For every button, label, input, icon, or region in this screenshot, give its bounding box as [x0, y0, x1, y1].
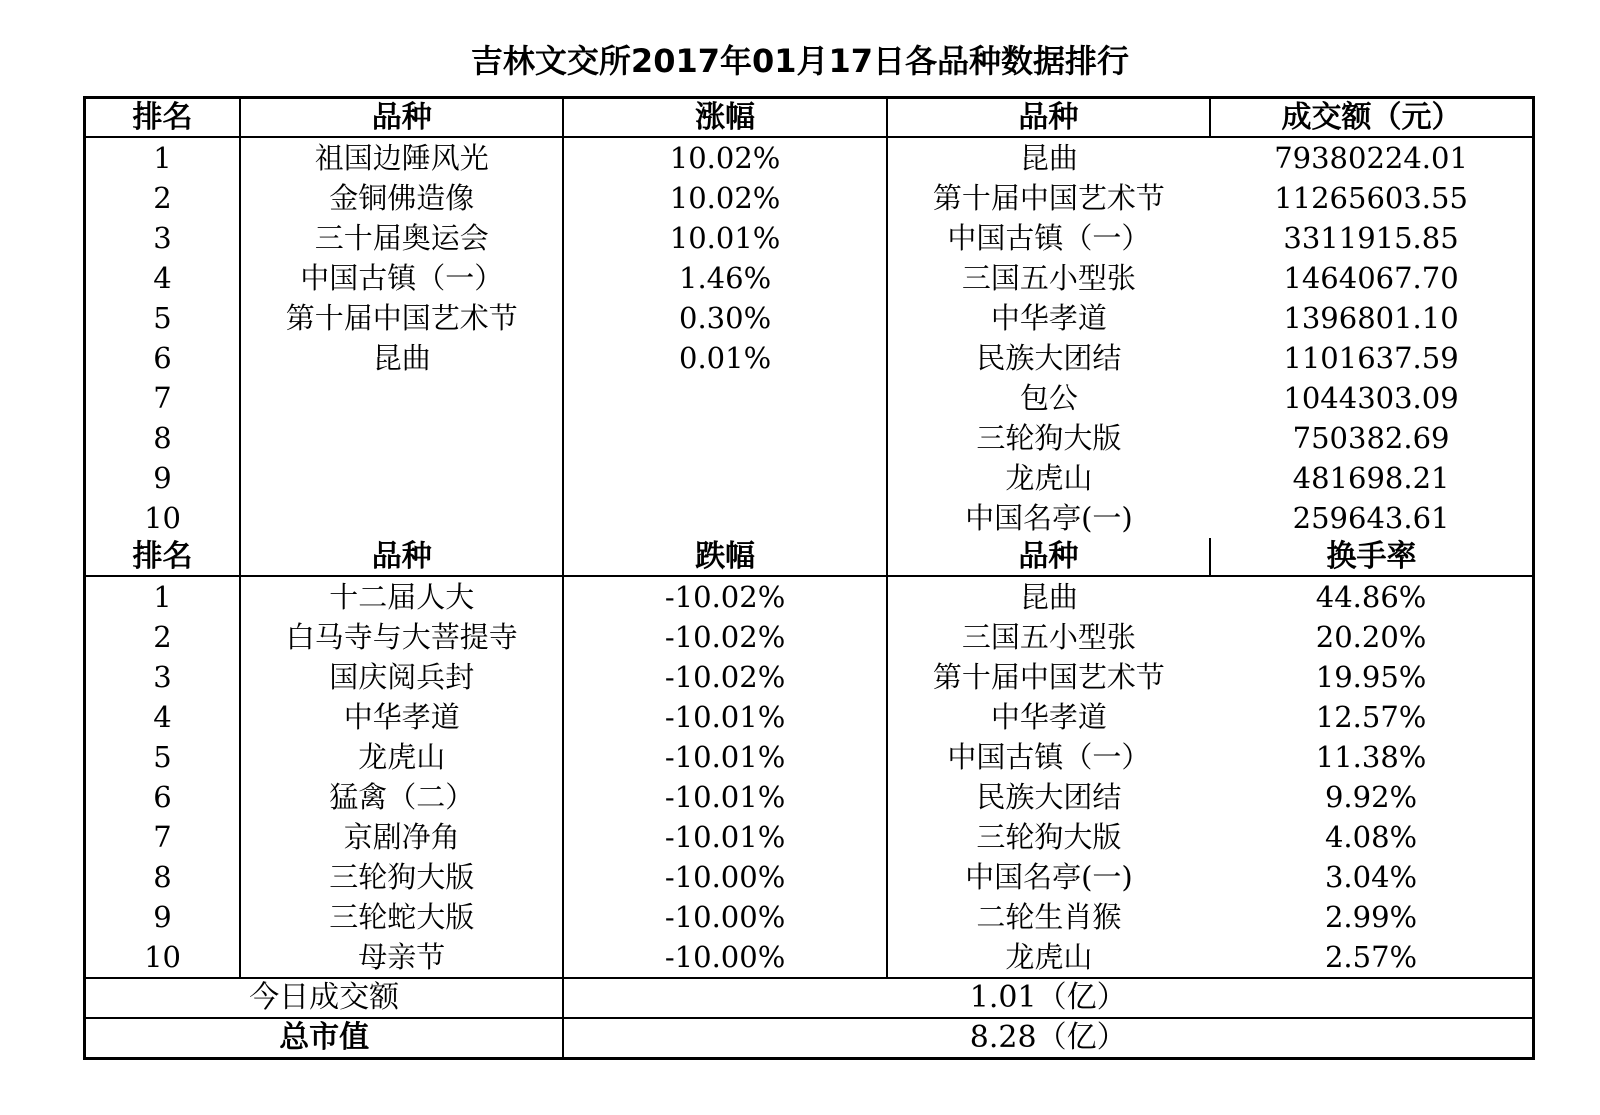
top-cell: 3	[85, 218, 241, 258]
top-cell: 昆曲	[1019, 140, 1078, 175]
top-cell: 1	[85, 137, 241, 178]
top-cell: 10.01%	[563, 218, 886, 258]
top-cell: 三轮狗大版	[976, 420, 1122, 455]
top-cell: 2	[85, 178, 241, 218]
top-cell: 祖国边陲风光	[240, 137, 563, 178]
bottom-cell: 十二届人大	[240, 576, 563, 617]
bottom-cell: 中华孝道	[240, 697, 563, 737]
top-table-row	[85, 137, 1534, 178]
bottom-cell: 8	[85, 857, 241, 897]
bottom-cell: 9	[85, 897, 241, 937]
top-cell: 11265603.55	[1274, 180, 1468, 215]
top-header-row	[85, 98, 1534, 138]
bottom-cell: 龙虎山	[1005, 939, 1093, 974]
top-cell: 第十届中国艺术节	[240, 298, 563, 338]
bottom-header-cell: 品种	[887, 538, 1210, 576]
bottom-cell: 中国古镇（一）	[947, 739, 1151, 774]
top-cell: 中国古镇（一）	[240, 258, 563, 298]
top-cell: 0.01%	[563, 338, 886, 378]
top-cell: 第十届中国艺术节	[932, 180, 1165, 215]
bottom-cell: 44.86%	[1315, 579, 1427, 614]
top-header-cell: 成交额（元）	[1210, 98, 1533, 138]
bottom-cell: -10.02%	[563, 657, 886, 697]
top-cell	[240, 458, 563, 498]
top-cell: 79380224.01	[1274, 140, 1468, 175]
bottom-cell: 母亲节	[240, 937, 563, 978]
top-cell: 10.02%	[563, 137, 886, 178]
bottom-cell: 6	[85, 777, 241, 817]
bottom-cell: 3	[85, 657, 241, 697]
top-cell	[563, 498, 886, 538]
top-table-row	[85, 338, 1534, 378]
top-cell: 10.02%	[563, 178, 886, 218]
top-table-row	[85, 258, 1534, 298]
bottom-table-row	[85, 897, 1534, 937]
bottom-cell: 中国名亭(一)	[965, 859, 1133, 894]
top-cell: 1.46%	[563, 258, 886, 298]
bottom-cell: 2.57%	[1324, 939, 1418, 974]
top-cell	[563, 458, 886, 498]
bottom-table-row	[85, 857, 1534, 897]
bottom-cell: -10.01%	[563, 737, 886, 777]
top-cell: 750382.69	[1292, 420, 1450, 455]
bottom-header-cell: 排名	[85, 538, 241, 576]
top-table-row	[85, 218, 1534, 258]
bottom-cell: -10.02%	[563, 576, 886, 617]
summary-value: 8.28（亿）	[563, 1018, 1533, 1059]
bottom-cell: 民族大团结	[976, 779, 1122, 814]
top-table-row	[85, 178, 1534, 218]
bottom-cell: 3.04%	[1324, 859, 1418, 894]
top-cell: 6	[85, 338, 241, 378]
bottom-cell: 白马寺与大菩提寺	[240, 617, 563, 657]
bottom-cell: -10.00%	[563, 937, 886, 978]
top-table-row	[85, 298, 1534, 338]
bottom-cell: 中华孝道	[990, 699, 1107, 734]
ranking-table	[83, 96, 1535, 1060]
top-cell: 7	[85, 378, 241, 418]
bottom-cell: 三轮蛇大版	[240, 897, 563, 937]
top-cell: 1464067.70	[1283, 260, 1459, 295]
bottom-table-row	[85, 657, 1534, 697]
bottom-table-row	[85, 617, 1534, 657]
bottom-cell: 三轮狗大版	[976, 819, 1122, 854]
top-cell: 民族大团结	[976, 340, 1122, 375]
top-cell: 9	[85, 458, 241, 498]
bottom-cell: 4	[85, 697, 241, 737]
top-header-cell: 品种	[887, 98, 1210, 138]
top-cell: 中国名亭(一)	[965, 500, 1133, 535]
top-cell	[240, 498, 563, 538]
bottom-cell: 猛禽（二）	[240, 777, 563, 817]
ranking-table-body	[85, 98, 1534, 1059]
top-cell: 5	[85, 298, 241, 338]
top-header-cell: 排名	[85, 98, 241, 138]
top-cell	[240, 378, 563, 418]
bottom-cell: 三轮狗大版	[240, 857, 563, 897]
bottom-cell: 19.95%	[1315, 659, 1427, 694]
top-table-row	[85, 418, 1534, 458]
bottom-cell: 10	[85, 937, 241, 978]
bottom-cell: -10.01%	[563, 697, 886, 737]
top-cell: 4	[85, 258, 241, 298]
bottom-cell: 2.99%	[1324, 899, 1418, 934]
bottom-cell: 第十届中国艺术节	[932, 659, 1165, 694]
bottom-header-cell: 换手率	[1210, 538, 1533, 576]
bottom-cell: 三国五小型张	[961, 619, 1136, 654]
bottom-cell: -10.01%	[563, 817, 886, 857]
top-header-cell: 品种	[240, 98, 563, 138]
summary-row	[85, 1018, 1534, 1059]
top-cell	[563, 378, 886, 418]
top-cell: 481698.21	[1292, 460, 1450, 495]
bottom-cell: 7	[85, 817, 241, 857]
top-cell: 中国古镇（一）	[947, 220, 1151, 255]
summary-label: 总市值	[85, 1018, 564, 1059]
top-cell: 259643.61	[1292, 500, 1450, 535]
top-cell: 三十届奥运会	[240, 218, 563, 258]
top-cell: 龙虎山	[1005, 460, 1093, 495]
bottom-cell: 20.20%	[1315, 619, 1427, 654]
bottom-cell: 龙虎山	[240, 737, 563, 777]
bottom-header-cell: 跌幅	[563, 538, 886, 576]
bottom-cell: 1	[85, 576, 241, 617]
top-cell: 10	[85, 498, 241, 538]
bottom-cell: 5	[85, 737, 241, 777]
top-cell: 包公	[1019, 380, 1078, 415]
bottom-cell: 昆曲	[1019, 579, 1078, 614]
top-cell: 0.30%	[563, 298, 886, 338]
bottom-header-cell: 品种	[240, 538, 563, 576]
top-cell: 金铜佛造像	[240, 178, 563, 218]
bottom-cell: 9.92%	[1324, 779, 1418, 814]
top-table-row	[85, 378, 1534, 418]
bottom-table-row	[85, 937, 1534, 978]
summary-value: 1.01（亿）	[563, 978, 1533, 1018]
bottom-cell: 12.57%	[1315, 699, 1427, 734]
bottom-cell: -10.00%	[563, 897, 886, 937]
bottom-cell: -10.00%	[563, 857, 886, 897]
bottom-cell: -10.01%	[563, 777, 886, 817]
bottom-table-row	[85, 777, 1534, 817]
top-cell: 1396801.10	[1283, 300, 1459, 335]
top-cell: 中华孝道	[990, 300, 1107, 335]
top-cell: 3311915.85	[1283, 220, 1459, 255]
top-table-row	[85, 458, 1534, 498]
top-cell: 1101637.59	[1283, 340, 1459, 375]
summary-label: 今日成交额	[85, 978, 564, 1018]
bottom-table-row	[85, 576, 1534, 617]
top-table-row	[85, 498, 1534, 538]
bottom-table-row	[85, 737, 1534, 777]
bottom-table-row	[85, 697, 1534, 737]
bottom-header-row	[85, 538, 1534, 576]
top-cell	[563, 418, 886, 458]
top-cell: 8	[85, 418, 241, 458]
top-cell	[240, 418, 563, 458]
top-header-cell: 涨幅	[563, 98, 886, 138]
bottom-cell: -10.02%	[563, 617, 886, 657]
top-cell: 三国五小型张	[961, 260, 1136, 295]
page-title: 吉林文交所2017年01月17日各品种数据排行	[470, 42, 1130, 80]
top-cell: 1044303.09	[1283, 380, 1459, 415]
summary-row	[85, 978, 1534, 1018]
bottom-cell: 国庆阅兵封	[240, 657, 563, 697]
bottom-cell: 二轮生肖猴	[976, 899, 1122, 934]
bottom-cell: 4.08%	[1324, 819, 1418, 854]
bottom-cell: 2	[85, 617, 241, 657]
bottom-cell: 11.38%	[1315, 739, 1427, 774]
bottom-table-row	[85, 817, 1534, 857]
bottom-cell: 京剧净角	[240, 817, 563, 857]
top-cell: 昆曲	[240, 338, 563, 378]
